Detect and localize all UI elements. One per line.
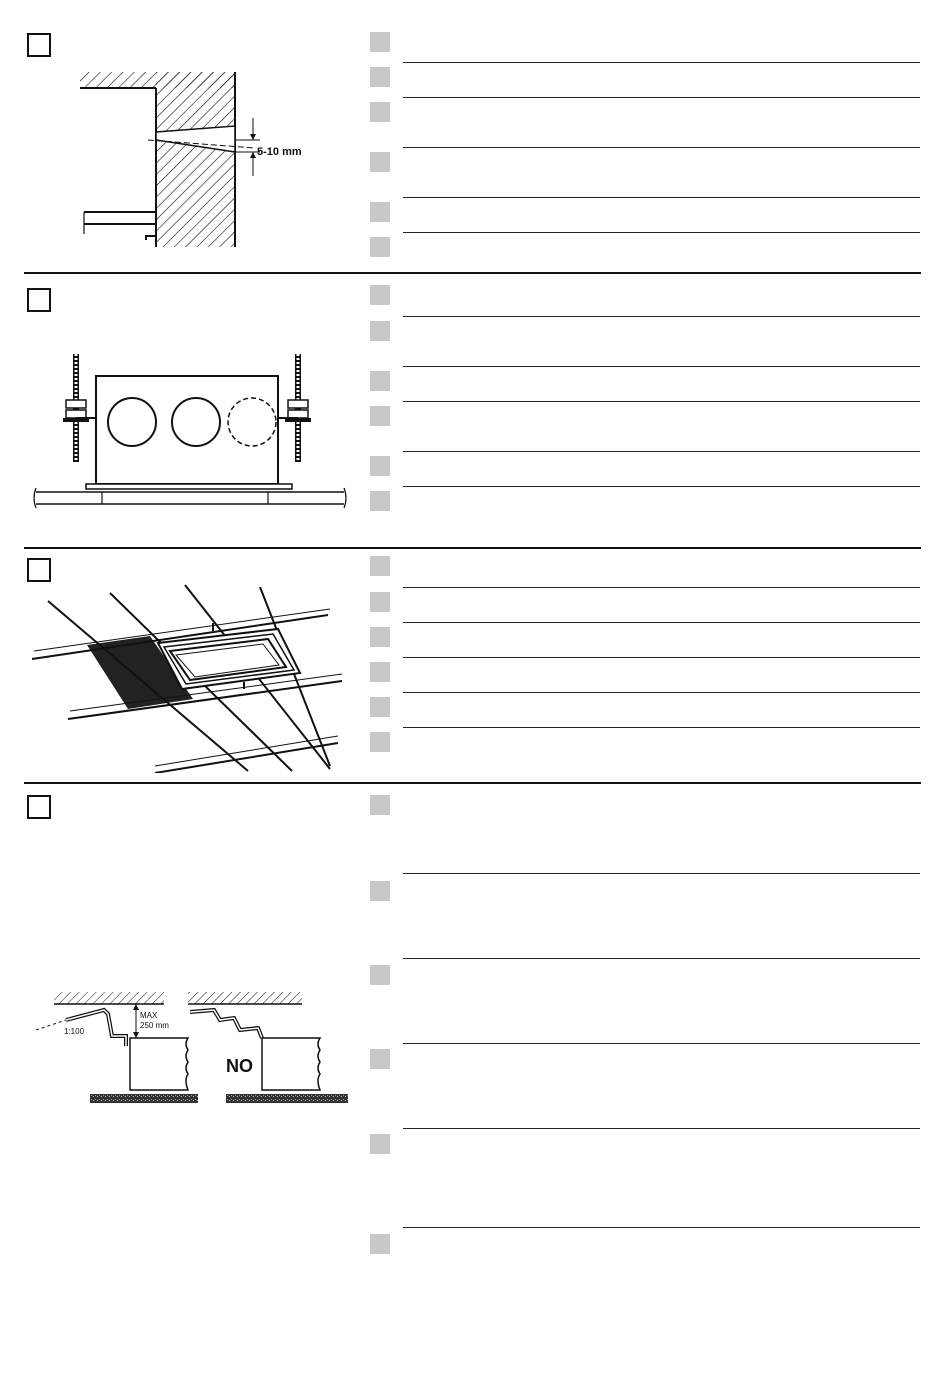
row-divider [403, 1043, 920, 1044]
row-divider [403, 62, 920, 63]
slope-label: 1:100 [64, 1027, 85, 1036]
row-marker [370, 285, 390, 305]
wall-hole-figure [70, 68, 350, 253]
row-divider [403, 587, 920, 588]
row-marker [370, 732, 390, 752]
step-number-box-1 [27, 33, 51, 57]
section-wall-hole [0, 0, 950, 272]
row-divider [403, 622, 920, 623]
row-divider [403, 1128, 920, 1129]
row-marker [370, 32, 390, 52]
max-value-label: 250 mm [140, 1021, 169, 1030]
row-divider [403, 486, 920, 487]
row-marker [370, 1234, 390, 1254]
row-marker [370, 202, 390, 222]
row-marker [370, 697, 390, 717]
drain-pipe-figure [30, 990, 350, 1112]
row-marker [370, 627, 390, 647]
row-marker [370, 67, 390, 87]
row-divider [403, 692, 920, 693]
threaded-rod-right [285, 354, 311, 462]
row-marker [370, 456, 390, 476]
section-ceiling-grid [0, 549, 950, 781]
row-marker [370, 102, 390, 122]
section-unit-suspension [0, 274, 950, 546]
row-divider [403, 451, 920, 452]
row-divider [403, 232, 920, 233]
row-marker [370, 237, 390, 257]
row-marker [370, 556, 390, 576]
row-divider [403, 366, 920, 367]
step-number-box-3 [27, 558, 51, 582]
dimension-label: 5-10 mm [257, 146, 302, 158]
section-drain-pipe [0, 784, 950, 1344]
row-marker [370, 1134, 390, 1154]
row-marker [370, 152, 390, 172]
step-number-box-4 [27, 795, 51, 819]
row-marker [370, 406, 390, 426]
row-divider [403, 657, 920, 658]
row-marker [370, 491, 390, 511]
row-marker [370, 965, 390, 985]
row-marker [370, 592, 390, 612]
row-divider [403, 147, 920, 148]
row-divider [403, 958, 920, 959]
ceiling-grid-figure [30, 581, 350, 773]
row-marker [370, 1049, 390, 1069]
row-marker [370, 371, 390, 391]
row-divider [403, 727, 920, 728]
row-marker [370, 795, 390, 815]
row-marker [370, 321, 390, 341]
row-divider [403, 873, 920, 874]
ceiling-grid-drawing [30, 581, 350, 773]
no-label: NO [226, 1056, 253, 1076]
row-marker [370, 662, 390, 682]
row-divider [403, 316, 920, 317]
row-divider [403, 1227, 920, 1228]
row-marker [370, 881, 390, 901]
row-divider [403, 97, 920, 98]
unit-suspension-figure [30, 352, 350, 512]
step-number-box-2 [27, 288, 51, 312]
row-divider [403, 197, 920, 198]
drain-pipe-drawing [30, 990, 350, 1112]
unit-suspension-drawing [30, 352, 350, 512]
wall-hole-drawing [70, 68, 350, 253]
row-divider [403, 401, 920, 402]
threaded-rod-left [63, 354, 89, 462]
max-label: MAX [140, 1011, 158, 1020]
